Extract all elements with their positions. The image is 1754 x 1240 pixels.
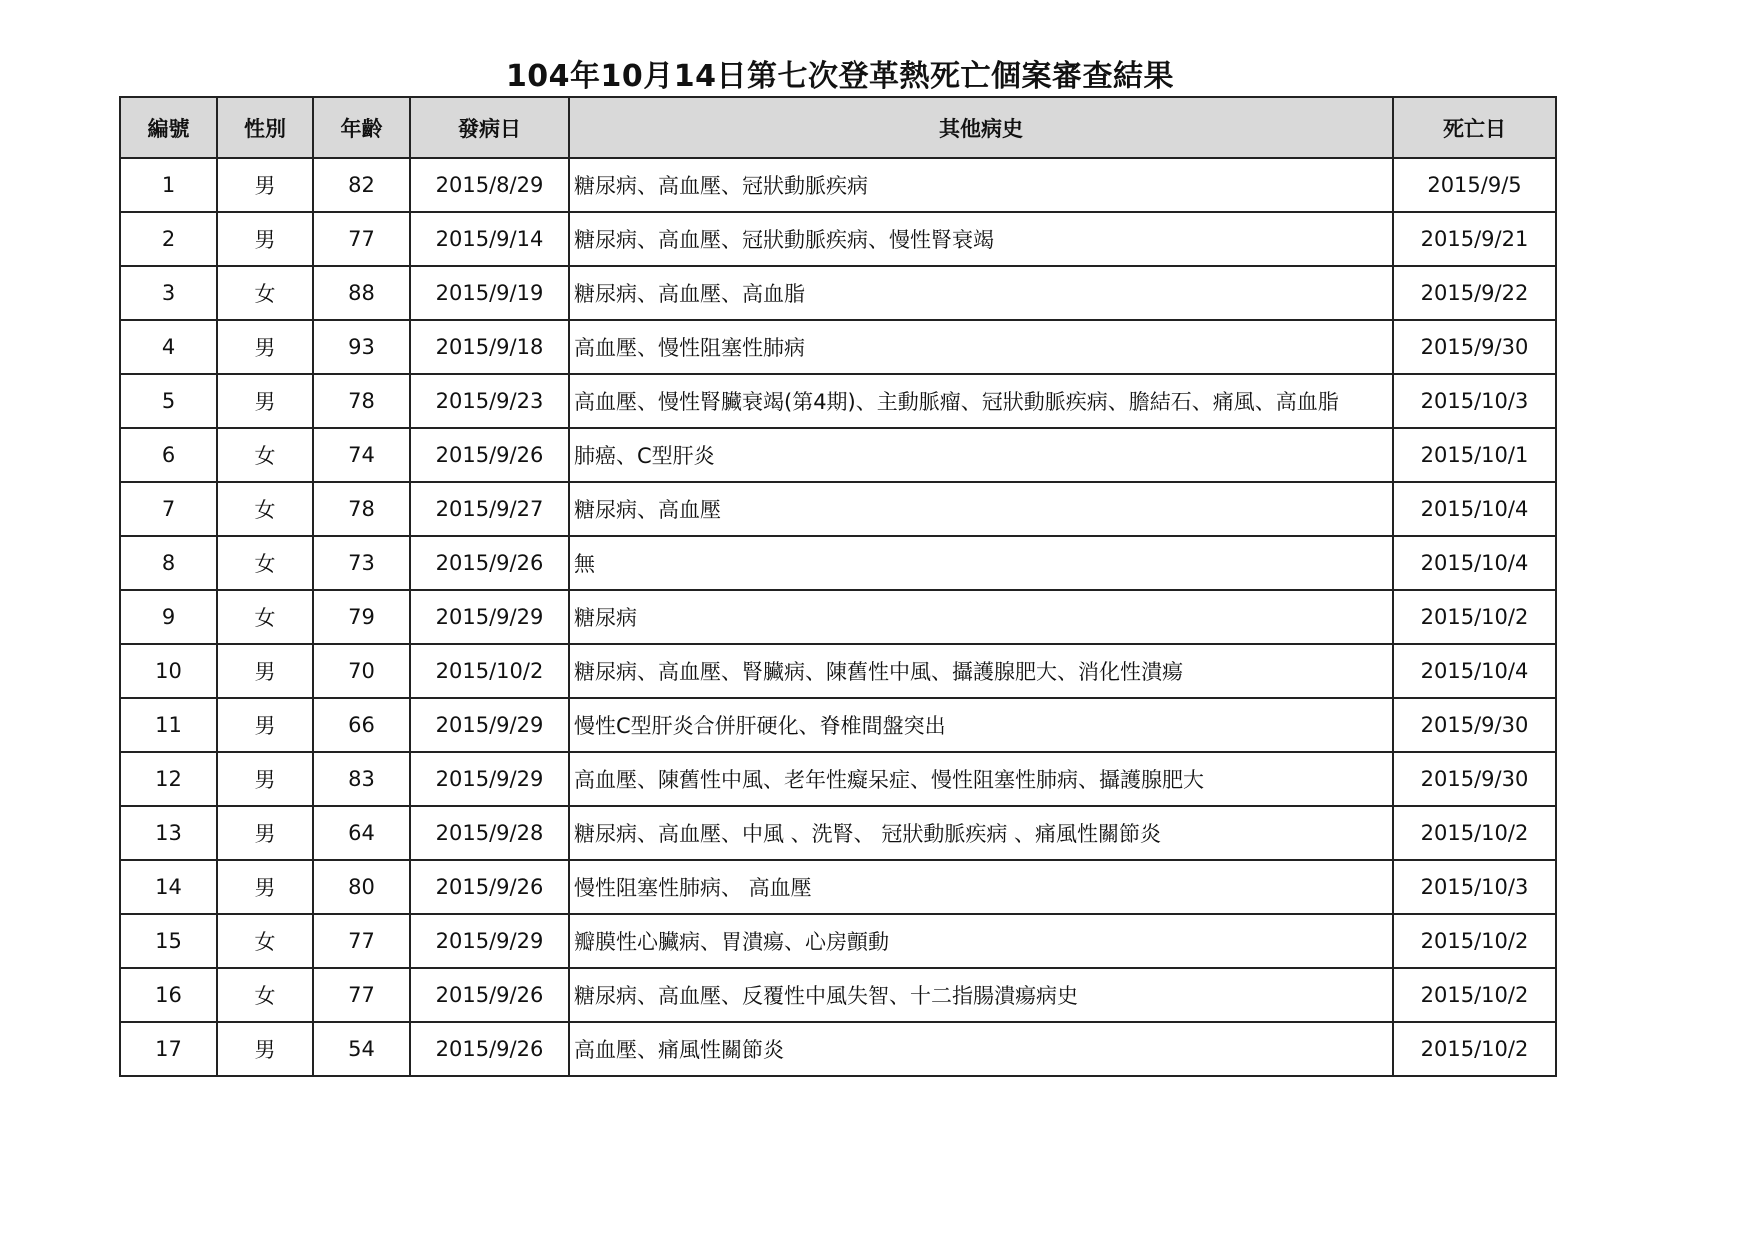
cell-age: 83	[313, 752, 410, 806]
cell-death-date: 2015/10/3	[1393, 374, 1556, 428]
cell-sex: 女	[217, 482, 313, 536]
cell-sex: 男	[217, 644, 313, 698]
cell-case-number: 2	[120, 212, 217, 266]
header-case-number: 編號	[120, 97, 217, 158]
table-row	[120, 860, 1556, 914]
cell-death-date: 2015/10/2	[1393, 1022, 1556, 1076]
cell-onset-date: 2015/9/19	[410, 266, 569, 320]
cell-medical-history: 無	[569, 536, 1393, 590]
cell-medical-history: 糖尿病、高血壓、反覆性中風失智、十二指腸潰瘍病史	[569, 968, 1393, 1022]
cell-case-number: 12	[120, 752, 217, 806]
cell-age: 77	[313, 914, 410, 968]
cell-case-number: 4	[120, 320, 217, 374]
cell-age: 70	[313, 644, 410, 698]
cell-onset-date: 2015/9/26	[410, 428, 569, 482]
cell-age: 77	[313, 968, 410, 1022]
cell-onset-date: 2015/9/14	[410, 212, 569, 266]
cell-sex: 男	[217, 212, 313, 266]
cell-case-number: 5	[120, 374, 217, 428]
cell-sex: 男	[217, 320, 313, 374]
cell-medical-history: 糖尿病	[569, 590, 1393, 644]
cell-onset-date: 2015/9/26	[410, 536, 569, 590]
cell-sex: 男	[217, 1022, 313, 1076]
cell-case-number: 3	[120, 266, 217, 320]
table-row	[120, 158, 1556, 212]
table-row	[120, 320, 1556, 374]
cell-sex: 男	[217, 374, 313, 428]
cell-medical-history: 肺癌、C型肝炎	[569, 428, 1393, 482]
header-age: 年齡	[313, 97, 410, 158]
cell-age: 93	[313, 320, 410, 374]
cell-case-number: 6	[120, 428, 217, 482]
cell-case-number: 7	[120, 482, 217, 536]
cell-onset-date: 2015/9/26	[410, 860, 569, 914]
cell-onset-date: 2015/9/29	[410, 590, 569, 644]
table-row	[120, 536, 1556, 590]
table-row	[120, 428, 1556, 482]
cell-death-date: 2015/9/30	[1393, 698, 1556, 752]
cell-age: 73	[313, 536, 410, 590]
header-row	[120, 97, 1556, 158]
cell-death-date: 2015/10/1	[1393, 428, 1556, 482]
cell-onset-date: 2015/8/29	[410, 158, 569, 212]
cell-onset-date: 2015/10/2	[410, 644, 569, 698]
cell-medical-history: 糖尿病、高血壓、腎臟病、陳舊性中風、攝護腺肥大、消化性潰瘍	[569, 644, 1393, 698]
table-row	[120, 806, 1556, 860]
cell-sex: 男	[217, 698, 313, 752]
cell-death-date: 2015/10/4	[1393, 482, 1556, 536]
cell-case-number: 16	[120, 968, 217, 1022]
table-row	[120, 266, 1556, 320]
table-row	[120, 914, 1556, 968]
cell-age: 54	[313, 1022, 410, 1076]
cell-death-date: 2015/10/4	[1393, 536, 1556, 590]
cell-age: 88	[313, 266, 410, 320]
table-row	[120, 482, 1556, 536]
cell-medical-history: 慢性C型肝炎合併肝硬化、脊椎間盤突出	[569, 698, 1393, 752]
cell-onset-date: 2015/9/29	[410, 914, 569, 968]
cell-sex: 男	[217, 860, 313, 914]
header-onset-date: 發病日	[410, 97, 569, 158]
cell-death-date: 2015/10/2	[1393, 806, 1556, 860]
cell-onset-date: 2015/9/26	[410, 968, 569, 1022]
cell-death-date: 2015/10/3	[1393, 860, 1556, 914]
cell-death-date: 2015/9/30	[1393, 320, 1556, 374]
cell-death-date: 2015/10/2	[1393, 590, 1556, 644]
cell-medical-history: 瓣膜性心臟病、胃潰瘍、心房顫動	[569, 914, 1393, 968]
page-title: 104年10月14日第七次登革熱死亡個案審查結果	[505, 59, 1175, 94]
cell-case-number: 11	[120, 698, 217, 752]
cell-medical-history: 糖尿病、高血壓、冠狀動脈疾病、慢性腎衰竭	[569, 212, 1393, 266]
cell-sex: 女	[217, 266, 313, 320]
table-row	[120, 1022, 1556, 1076]
cell-sex: 男	[217, 752, 313, 806]
table-header	[120, 97, 1556, 158]
table-row	[120, 698, 1556, 752]
cell-medical-history: 高血壓、痛風性關節炎	[569, 1022, 1393, 1076]
table-body	[120, 158, 1556, 1076]
header-sex: 性別	[217, 97, 313, 158]
cell-case-number: 10	[120, 644, 217, 698]
cell-death-date: 2015/9/5	[1393, 158, 1556, 212]
cell-onset-date: 2015/9/23	[410, 374, 569, 428]
table-row	[120, 212, 1556, 266]
cell-age: 78	[313, 482, 410, 536]
cell-case-number: 1	[120, 158, 217, 212]
header-death-date: 死亡日	[1393, 97, 1556, 158]
cell-medical-history: 糖尿病、高血壓、冠狀動脈疾病	[569, 158, 1393, 212]
cell-age: 82	[313, 158, 410, 212]
cell-sex: 男	[217, 806, 313, 860]
cell-onset-date: 2015/9/29	[410, 752, 569, 806]
cell-medical-history: 糖尿病、高血壓	[569, 482, 1393, 536]
cell-age: 78	[313, 374, 410, 428]
cell-age: 77	[313, 212, 410, 266]
header-medical-history: 其他病史	[569, 97, 1393, 158]
table-row	[120, 644, 1556, 698]
cell-age: 74	[313, 428, 410, 482]
cell-death-date: 2015/9/30	[1393, 752, 1556, 806]
cell-medical-history: 高血壓、慢性腎臟衰竭(第4期)、主動脈瘤、冠狀動脈疾病、膽結石、痛風、高血脂	[569, 374, 1393, 428]
cell-death-date: 2015/10/2	[1393, 968, 1556, 1022]
cell-medical-history: 慢性阻塞性肺病、 高血壓	[569, 860, 1393, 914]
cell-sex: 女	[217, 968, 313, 1022]
cell-medical-history: 高血壓、陳舊性中風、老年性癡呆症、慢性阻塞性肺病、攝護腺肥大	[569, 752, 1393, 806]
cell-medical-history: 高血壓、慢性阻塞性肺病	[569, 320, 1393, 374]
cell-sex: 女	[217, 428, 313, 482]
cell-sex: 女	[217, 914, 313, 968]
cell-sex: 男	[217, 158, 313, 212]
cell-case-number: 8	[120, 536, 217, 590]
table-row	[120, 968, 1556, 1022]
cell-case-number: 13	[120, 806, 217, 860]
cell-death-date: 2015/9/22	[1393, 266, 1556, 320]
cell-age: 79	[313, 590, 410, 644]
cell-onset-date: 2015/9/18	[410, 320, 569, 374]
cell-medical-history: 糖尿病、高血壓、高血脂	[569, 266, 1393, 320]
cell-case-number: 15	[120, 914, 217, 968]
dengue-death-review-table	[119, 96, 1557, 1077]
cell-case-number: 17	[120, 1022, 217, 1076]
table-row	[120, 752, 1556, 806]
cell-onset-date: 2015/9/29	[410, 698, 569, 752]
cell-age: 80	[313, 860, 410, 914]
cell-onset-date: 2015/9/27	[410, 482, 569, 536]
table-row	[120, 590, 1556, 644]
cell-age: 64	[313, 806, 410, 860]
cell-death-date: 2015/10/4	[1393, 644, 1556, 698]
table-row	[120, 374, 1556, 428]
cell-medical-history: 糖尿病、高血壓、中風 、洗腎、 冠狀動脈疾病 、痛風性關節炎	[569, 806, 1393, 860]
cell-death-date: 2015/9/21	[1393, 212, 1556, 266]
cell-case-number: 9	[120, 590, 217, 644]
cell-onset-date: 2015/9/28	[410, 806, 569, 860]
cell-onset-date: 2015/9/26	[410, 1022, 569, 1076]
cell-death-date: 2015/10/2	[1393, 914, 1556, 968]
cell-sex: 女	[217, 536, 313, 590]
cell-age: 66	[313, 698, 410, 752]
cell-case-number: 14	[120, 860, 217, 914]
cell-sex: 女	[217, 590, 313, 644]
